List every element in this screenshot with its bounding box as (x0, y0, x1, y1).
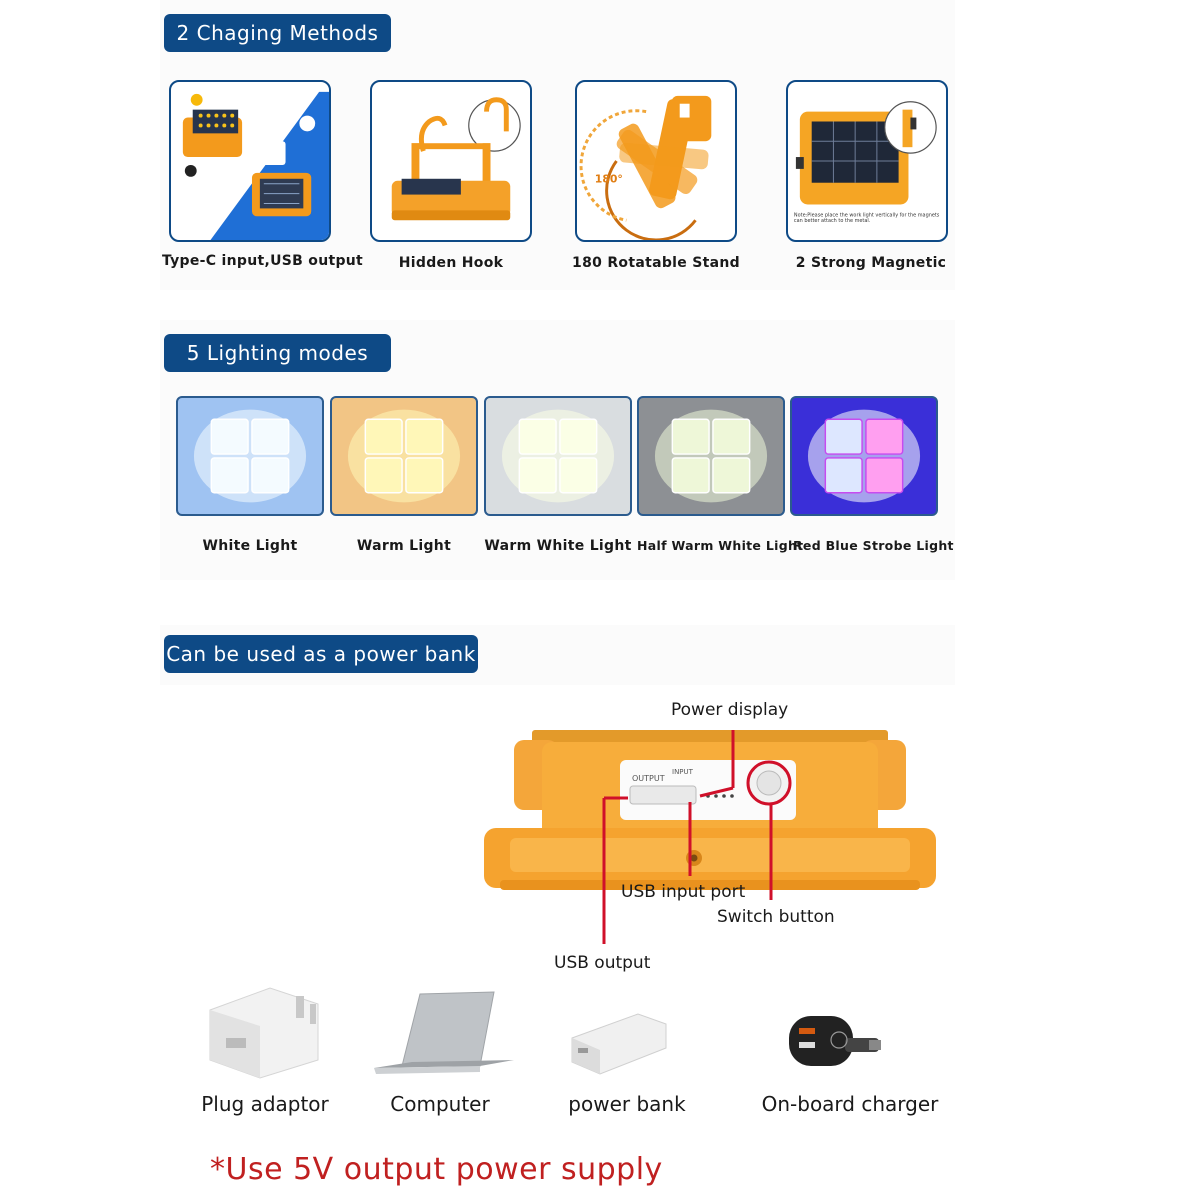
lighting-mode-tile (637, 396, 785, 516)
device-label-computer: Computer (390, 1092, 490, 1116)
charging-caption-3: 180 Rotatable Stand (572, 255, 740, 271)
switch-button-line (769, 898, 775, 900)
lighting-mode-caption: Red Blue Strobe Light (793, 538, 954, 553)
lighting-mode-tile (790, 396, 938, 516)
lighting-section-title: 5 Lighting modes (164, 334, 391, 372)
magnetic-card (786, 80, 948, 242)
light-panel-glow (639, 398, 783, 514)
input-text: INPUT (672, 768, 693, 776)
charging-caption-2: Hidden Hook (398, 255, 504, 271)
charging-section-title: 2 Chaging Methods (164, 14, 391, 52)
laptop-icon (372, 990, 517, 1080)
plug-adaptor-icon (200, 980, 330, 1080)
lighting-mode-tile (176, 396, 324, 516)
lighting-mode-tile (330, 396, 478, 516)
callout-switch-button: Switch button (717, 907, 835, 927)
output-text: OUTPUT (632, 774, 665, 783)
device-label-car-charger: On-board charger (761, 1092, 939, 1116)
solar-charging-illustration (171, 82, 329, 240)
lighting-mode-caption: Warm White Light (484, 538, 632, 554)
lighting-mode-caption: Half Warm White Light (637, 538, 804, 553)
rotatable-stand-illustration (577, 82, 735, 240)
voltage-warning: *Use 5V output power supply (210, 1152, 663, 1187)
charging-caption-4: 2 Strong Magnetic (795, 255, 947, 271)
power-bank-icon (568, 1010, 670, 1078)
usb-output-line (602, 898, 608, 946)
magnet-illustration (788, 82, 946, 240)
device-label-power-bank: power bank (568, 1092, 686, 1116)
lighting-mode-tile (484, 396, 632, 516)
light-panel-glow (792, 398, 936, 514)
solar-charging-card (169, 80, 331, 242)
callout-usb-output: USB output (554, 953, 651, 973)
car-charger-icon (785, 1010, 885, 1080)
lighting-mode-caption: Warm Light (356, 538, 452, 554)
angle-label: 180° (594, 172, 623, 186)
hook-illustration (372, 82, 530, 240)
hidden-hook-card (370, 80, 532, 242)
power-bank-section-title: Can be used as a power bank (164, 635, 478, 673)
callout-power-display: Power display (671, 700, 789, 720)
magnet-note: Note:Please place the work light vertically for the magnets can better attach to the metal. (793, 212, 940, 225)
light-back-panel-illustration (480, 720, 940, 900)
callout-usb-input-port: USB input port (621, 882, 746, 902)
light-panel-glow (332, 398, 476, 514)
light-panel-glow (486, 398, 630, 514)
charging-caption-1: Type-C input,USB output (161, 253, 364, 269)
lighting-mode-caption: White Light (202, 538, 298, 554)
light-panel-glow (178, 398, 322, 514)
rotatable-stand-card (575, 80, 737, 242)
device-label-plug-adaptor: Plug adaptor (201, 1092, 329, 1116)
